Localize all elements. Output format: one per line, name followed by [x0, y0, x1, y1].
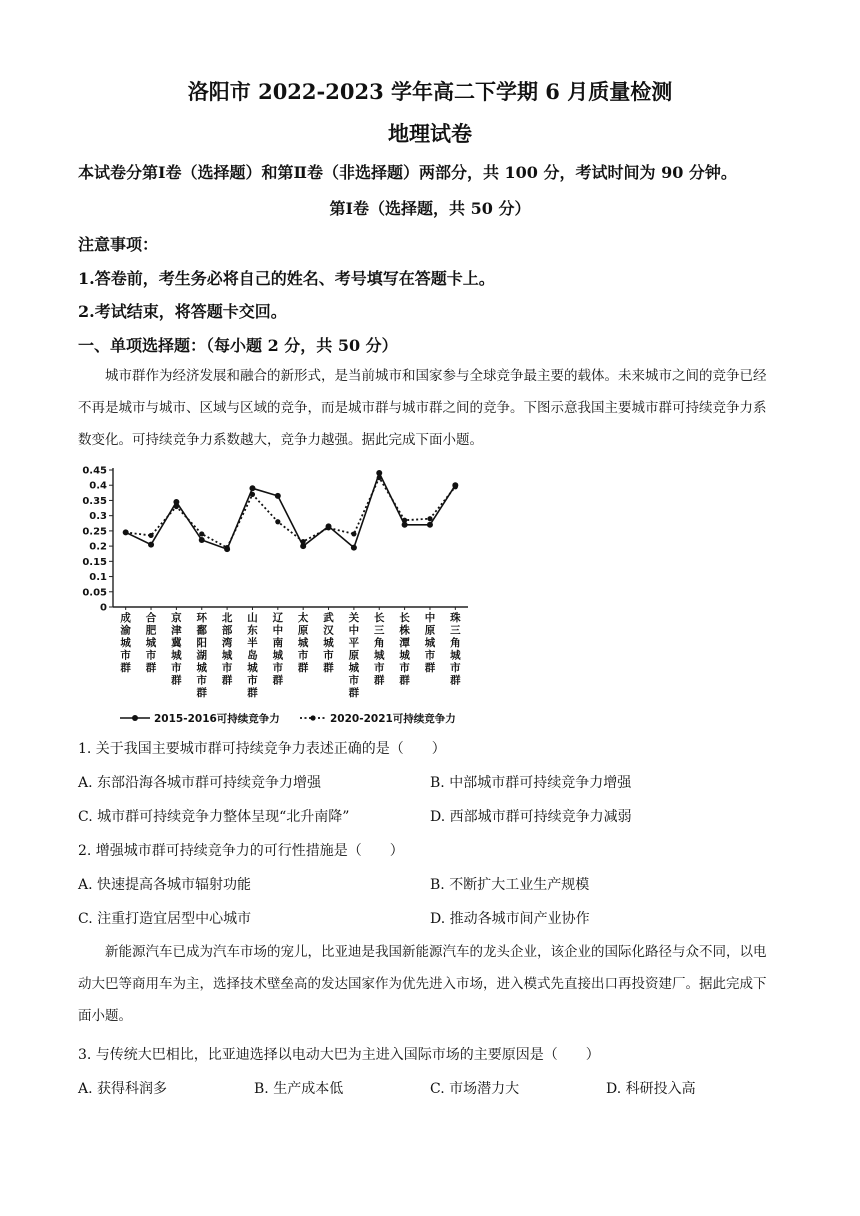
question-2-option-b: B. 不断扩大工业生产规模 [430, 877, 590, 893]
series-1-point [275, 493, 281, 499]
series-2-point [199, 531, 204, 536]
section-heading: 一、单项选择题：（每小题 2 分，共 50 分） [78, 336, 398, 355]
series-1-point [199, 537, 205, 543]
page-title: 洛阳市 2022-2023 学年高二下学期 6 月质量检测 [187, 79, 673, 104]
question-1-stem: 1. 关于我国主要城市群可持续竞争力表述正确的是（ ） [78, 741, 446, 757]
x-tick-label: 太原城市群 [297, 612, 309, 674]
series-2-point [301, 539, 306, 544]
chart-plot-area [82, 466, 468, 726]
series-2-point [402, 518, 407, 523]
y-tick-label: 0.15 [82, 556, 107, 568]
x-tick-label: 中原城市群 [424, 612, 436, 674]
y-tick-label: 0.3 [89, 511, 107, 523]
question-1-option-b: B. 中部城市群可持续竞争力增强 [430, 775, 632, 791]
series-1-point [249, 485, 255, 491]
question-1-option-a: A. 东部沿海各城市群可持续竞争力增强 [78, 775, 322, 791]
series-2-point [250, 492, 255, 497]
series-2-point [427, 516, 432, 521]
series-2-point [326, 525, 331, 530]
x-tick-label: 珠三角城市群 [450, 612, 461, 687]
series-2-point [148, 533, 153, 538]
question-3-option-c: C. 市场潜力大 [430, 1081, 520, 1097]
question-1-option-c: C. 城市群可持续竞争力整体呈现“北升南降” [78, 809, 350, 825]
legend-label-2: 2020-2021可持续竞争力 [330, 713, 456, 725]
part-one-heading: 第Ⅰ卷（选择题，共 50 分） [329, 199, 531, 218]
line-chart [78, 462, 478, 737]
series-2-point [351, 531, 356, 536]
question-2-stem: 2. 增强城市群可持续竞争力的可行性措施是（ ） [78, 843, 404, 859]
question-3-option-a: A. 获得科润多 [78, 1081, 168, 1097]
question-2-option-c: C. 注重打造宜居型中心城市 [78, 911, 252, 927]
legend-marker-2 [310, 715, 315, 720]
notice-title: 注意事项： [78, 235, 159, 254]
series-2-point [174, 504, 179, 509]
x-tick-label: 环鄱阳湖城市群 [196, 612, 207, 699]
series-2-point [275, 519, 280, 524]
notice-item-2: 2.考试结束，将答题卡交回。 [78, 302, 287, 321]
series-line-1 [126, 473, 456, 549]
x-tick-label: 长三角城市群 [374, 612, 385, 687]
passage-1: 城市群作为经济发展和融合的新形式，是当前城市和国家参与全球竞争最主要的载体。未来城市之间的竞争已经不再是城市与城市、区域与区域的竞争，而是城市群与城市群之间的竞争。下图示意我国主要城市群可持续竞争力系数变化。可持续竞争力系数越大，竞争力越强。据此完成下面小题。 [78, 368, 767, 448]
y-tick-label: 0.35 [82, 495, 107, 507]
series-1-point [427, 522, 433, 528]
y-tick-label: 0.1 [89, 572, 107, 584]
x-tick-label: 长株潭城市群 [399, 612, 410, 687]
x-tick-label: 成渝城市群 [120, 612, 131, 674]
question-3-option-d: D. 科研投入高 [606, 1081, 696, 1097]
x-tick-label: 辽中南城市群 [272, 612, 284, 687]
x-tick-label: 山东半岛城市群 [247, 612, 258, 699]
series-2-point [453, 484, 458, 489]
question-2-option-d: D. 推动各城市间产业协作 [430, 911, 590, 927]
notice-item-1: 1.答卷前，考生务必将自己的姓名、考号填写在答题卡上。 [78, 269, 495, 288]
legend-label-1: 2015-2016可持续竞争力 [154, 713, 280, 725]
x-tick-label: 北部湾城市群 [221, 612, 233, 687]
question-3-option-b: B. 生产成本低 [254, 1081, 344, 1097]
x-tick-label: 合肥城市群 [145, 612, 157, 674]
series-2-point [123, 530, 128, 535]
series-1-point [148, 542, 154, 548]
x-tick-label: 京津冀城市群 [171, 612, 182, 687]
x-tick-label: 关中平原城市群 [348, 612, 360, 699]
question-2-option-a: A. 快速提高各城市辐射功能 [78, 877, 252, 893]
series-2-point [377, 475, 382, 480]
y-tick-label: 0.4 [89, 480, 107, 492]
passage-2: 新能源汽车已成为汽车市场的宠儿，比亚迪是我国新能源汽车的龙头企业，该企业的国际化路径与众不同，以电动大巴等商用车为主，选择技术壁垒高的发达国家作为优先进入市场，进入模式先直接出口再投资建厂。据此完成下面小题。 [78, 944, 767, 1024]
question-3-stem: 3. 与传统大巴相比，比亚迪选择以电动大巴为主进入国际市场的主要原因是（ ） [78, 1047, 600, 1063]
page-subtitle: 地理试卷 [388, 121, 472, 146]
series-line-2 [126, 478, 456, 548]
y-tick-label: 0.45 [82, 465, 107, 477]
x-tick-label: 武汉城市群 [323, 612, 334, 674]
question-1-option-d: D. 西部城市群可持续竞争力减弱 [430, 809, 632, 825]
series-1-point [351, 545, 357, 551]
y-tick-label: 0.05 [82, 587, 107, 599]
y-tick-label: 0.25 [82, 526, 107, 538]
y-tick-label: 0.2 [89, 541, 107, 553]
series-2-point [225, 545, 230, 550]
legend-marker-1 [132, 715, 138, 721]
y-tick-label: 0 [100, 602, 107, 614]
exam-intro: 本试卷分第Ⅰ卷（选择题）和第Ⅱ卷（非选择题）两部分，共 100 分，考试时间为 90 分钟。 [78, 163, 737, 182]
